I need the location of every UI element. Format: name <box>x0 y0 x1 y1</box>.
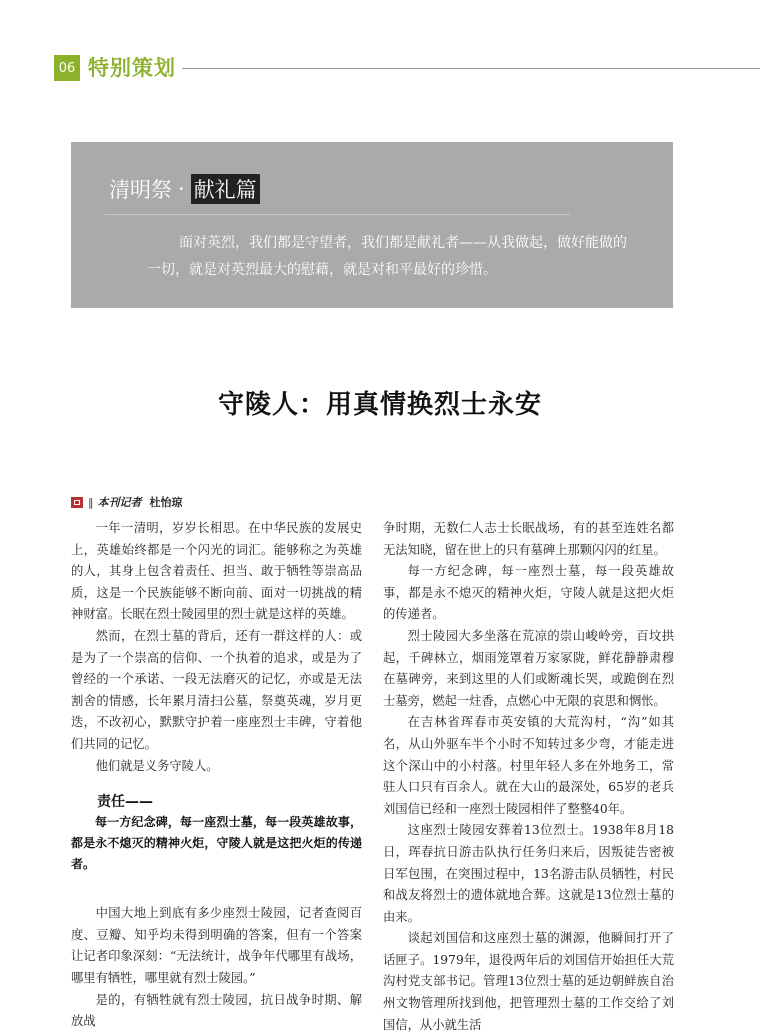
byline-author: 杜怡琼 <box>149 496 183 509</box>
banner-title-dot: · <box>178 177 185 201</box>
paragraph: 中国大地上到底有多少座烈士陵园，记者查阅百度、豆瓣、知乎均未得到明确的答案，但有一个答案让记者印象深刻：“无法统计，战争年代哪里有战场，哪里有牺牲，哪里就有烈士陵园。” <box>71 906 362 985</box>
banner-title-highlight: 献礼篇 <box>191 174 260 204</box>
article-headline: 守陵人：用真情换烈士永安 <box>217 390 542 420</box>
section-subhead: 责任—— <box>97 794 153 811</box>
banner-divider <box>105 214 570 215</box>
intro-banner <box>71 142 673 308</box>
byline-separator: ‖ <box>88 495 94 509</box>
paragraph: 是的，有牺牲就有烈士陵园，抗日战争时期、解放战 <box>71 992 362 1029</box>
header-divider <box>182 68 760 69</box>
paragraph: 每一方纪念碑，每一座烈士墓，每一段英雄故事，都是永不熄灭的精神火炬，守陵人就是这把火炬的传递者。 <box>383 564 674 622</box>
banner-title-main: 清明祭 <box>109 178 172 202</box>
banner-text: 面对英烈，我们都是守望者，我们都是献礼者——从我做起，做好能做的一切，就是对英烈最大的慰藉，就是对和平最好的珍惜。 <box>147 235 627 278</box>
paragraph-continuation: 争时期，无数仁人志士长眠战场，有的甚至连姓名都无法知晓，留在世上的只有墓碑上那颗闪闪的红星。 <box>383 521 674 557</box>
paragraph: 烈士陵园大多坐落在荒凉的崇山峻岭旁，百坟拱起，千碑林立，烟雨笼罩着万家冢陇，鲜花静静肃穆在墓碑旁，来到这里的人们或断魂长哭，或跪倒在烈士墓旁，燃起一炷香，点燃心中无限的哀思和惆怅。 <box>383 628 674 708</box>
paragraph: 在吉林省珲春市英安镇的大荒沟村，“沟”如其名，从山外驱车半个小时不知转过多少弯，才能走进这个深山中的小村落。村里年轻人多在外地务工，常驻人口只有百余人。就在大山的最深处，65岁的老兵刘国信已经和一座烈士陵园相伴了整整40年。 <box>383 715 674 816</box>
article-column-right <box>383 518 674 1036</box>
paragraph: 他们就是义务守陵人。 <box>95 758 219 773</box>
banner-title <box>109 174 260 204</box>
page-header <box>0 0 760 90</box>
byline-role: 本刊记者 <box>97 496 142 509</box>
article-column-left <box>71 518 362 1033</box>
byline-icon <box>71 497 83 508</box>
page-number: 06 <box>54 55 80 81</box>
paragraph: 这座烈士陵园安葬着13位烈士。1938年8月18日，珲春抗日游击队执行任务归来后，因叛徒告密被日军包围，在突围过程中，13名游击队员牺牲，村民和战友将烈士的遗体就地合葬。这就是13位烈士墓的由来。 <box>383 823 674 924</box>
paragraph: 然而，在烈士墓的背后，还有一群这样的人：或是为了一个崇高的信仰、一个执着的追求，或是为了曾经的一个承诺、一段无法磨灭的记忆，亦或是无法割舍的情感，长年累月清扫公墓，祭奠英魂，岁月更迭，不改初心，默默守护着一座座烈士丰碑，守着他们共同的记忆。 <box>71 628 362 751</box>
paragraph: 一年一清明，岁岁长相思。在中华民族的发展史上，英雄始终都是一个闪光的词汇。能够称之为英雄的人，其身上包含着责任、担当、敢于牺牲等崇高品质，这是一个民族能够不断向前、面对一切挑战的精神财富。长眠在烈士陵园里的烈士就是这样的英雄。 <box>71 521 362 622</box>
pull-quote: 每一方纪念碑，每一座烈士墓，每一段英雄故事，都是永不熄灭的精神火炬，守陵人就是这把火炬的传递者。 <box>71 815 362 872</box>
paragraph: 谈起刘国信和这座烈士墓的渊源，他瞬间打开了话匣子。1979年，退役两年后的刘国信开始担任大荒沟村党支部书记。管理13位烈士墓的延边朝鲜族自治州文物管理所找到他，把管理烈士墓的工作交给了刘国信，从小就生活 <box>383 931 674 1032</box>
byline <box>71 494 183 510</box>
section-title: 特别策划 <box>88 56 176 80</box>
